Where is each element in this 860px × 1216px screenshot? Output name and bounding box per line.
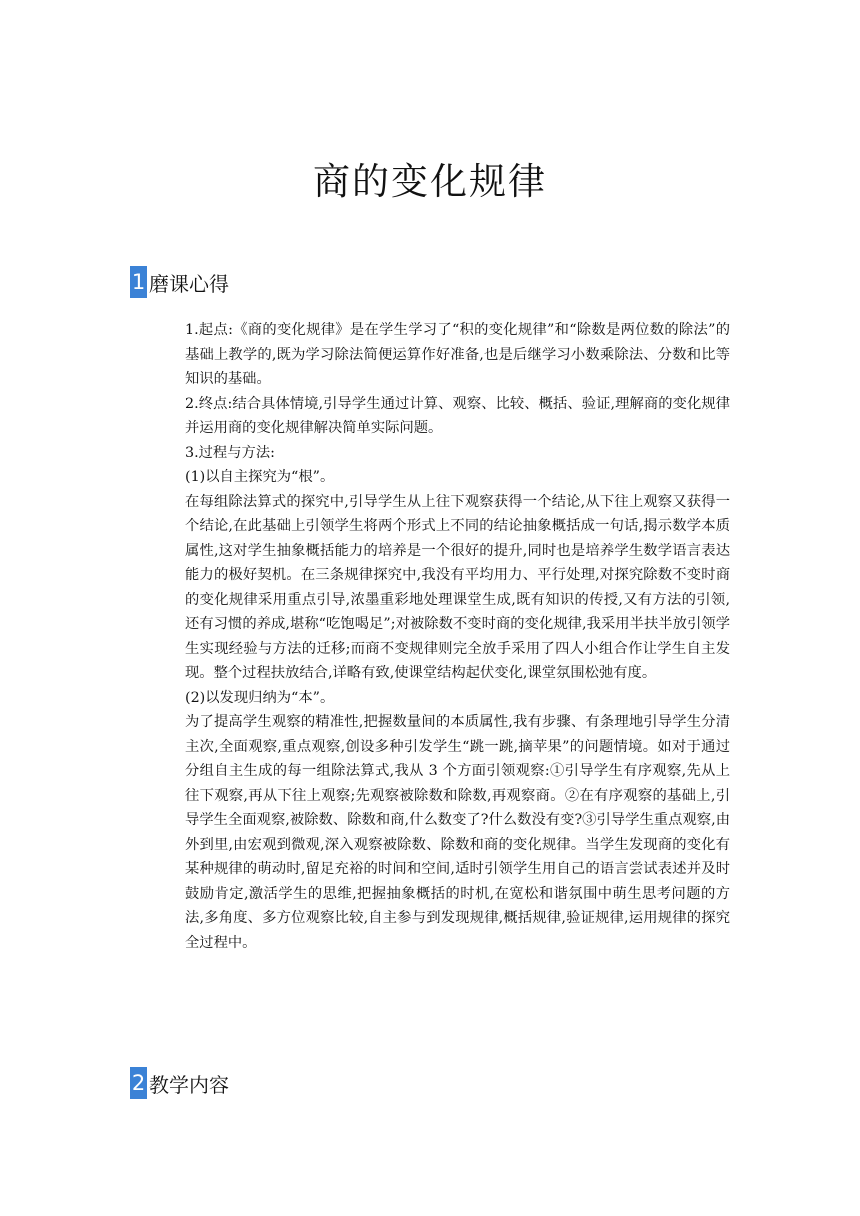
paragraph: (2)以发现归纳为“本”。 [185,689,335,706]
paragraph: 为了提高学生观察的精准性,把握数量间的本质属性,我有步骤、有条理地引导学生分清主次,全面观察,重点观察,创设多种引发学生“跳一跳,摘苹果”的问题情境。如对于通过分组自主生成的每一组除法算式,我从 3 个方面引领观察:①引导学生有序观察,先从上往下观察,再从下往上观察;先观察被除数和除数,再观察商。②在有序观察的基础上,引导学生全面观察,被除数、除数和商,什么数变了?什么数没有变?③引导学生重点观察,由外到里,由宏观到微观,深入观察被除数、除数和商的变化规律。当学生发现商的变化有某种规律的萌动时,留足充裕的时间和空间,适时引领学生用自己的语言尝试表述并及时鼓励肯定,激活学生的思维,把握抽象概括的时机,在宽松和谐氛围中萌生思考问题的方法,多角度、多方位观察比较,自主参与到发现规律,概括规律,验证规律,运用规律的探究全过程中。 [185,714,730,951]
paragraph: 1.起点:《商的变化规律》是在学生学习了“积的变化规律”和“除数是两位数的除法”的基础上教学的,既为学习除法简便运算作好准备,也是后继学习小数乘除法、分数和比等知识的基础。 [185,322,730,387]
section-heading-2 [130,1066,229,1100]
section-heading-1 [130,265,229,299]
section-label: 教学内容 [149,1072,229,1097]
paragraph: 3.过程与方法: [185,444,275,461]
page-title: 商的变化规律 [313,160,547,203]
section-label: 磨课心得 [149,271,229,296]
body-text [185,318,730,955]
section-number: 2 [130,1067,147,1099]
section-number: 1 [130,266,147,298]
paragraph: (1)以自主探究为“根”。 [185,469,335,485]
paragraph: 2.终点:结合具体情境,引导学生通过计算、观察、比较、概括、验证,理解商的变化规律并运用商的变化规律解决简单实际问题。 [185,395,730,436]
paragraph: 在每组除法算式的探究中,引导学生从上往下观察获得一个结论,从下往上观察又获得一个结论,在此基础上引领学生将两个形式上不同的结论抽象概括成一句话,揭示数学本质属性,这对学生抽象概括能力的培养是一个很好的提升,同时也是培养学生数学语言表达能力的极好契机。在三条规律探究中,我没有平均用力、平行处理,对探究除数不变时商的变化规律采用重点引导,浓墨重彩地处理课堂生成,既有知识的传授,又有方法的引领,还有习惯的养成,堪称“吃饱喝足”;对被除数不变时商的变化规律,我采用半扶半放引领学生实现经验与方法的迁移;而商不变规律则完全放手采用了四人小组合作让学生自主发现。整个过程扶放结合,详略有致,使课堂结构起伏变化,课堂氛围松弛有度。 [185,493,730,681]
